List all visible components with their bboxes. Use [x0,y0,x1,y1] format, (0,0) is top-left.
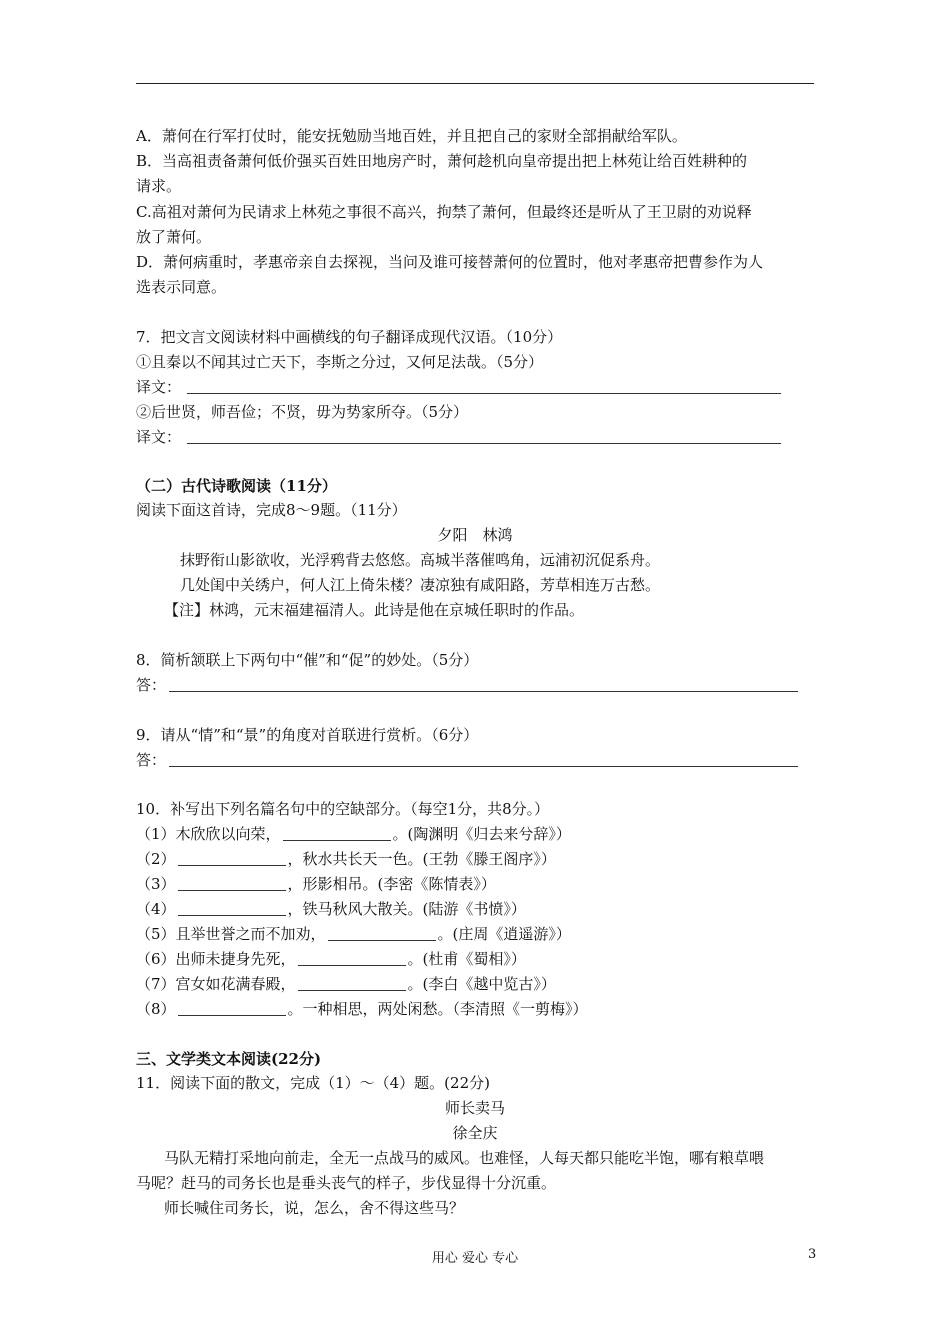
q11-text: 11．阅读下面的散文，完成（1）～（4）题。(22分) [136,1074,490,1092]
q7-answer2-line[interactable] [187,443,781,444]
option-d-line1: D．萧何病重时，孝惠帝亲自去探视，当问及谁可接替萧何的位置时，他对孝惠帝把曹参作为人 [136,253,764,271]
q10-item: （3） ，形影相吊。(李密《陈情表》） [136,875,496,893]
section2-intro: 阅读下面这首诗，完成8～9题。（11分） [136,501,407,519]
option-b-line1: B．当高祖责备萧何低价强买百姓田地房产时，萧何趁机向皇帝提出把上林苑让给百姓耕种的 [136,152,748,170]
q9-text: 9．请从“情”和“景”的角度对首联进行赏析。（6分） [136,726,479,744]
q7-answer1-line[interactable] [187,393,781,394]
fill-blank[interactable] [298,951,406,966]
option-a: A．萧何在行军打仗时，能安抚勉励当地百姓，并且把自己的家财全部捐献给军队。 [136,127,687,145]
section2-heading: （二）古代诗歌阅读（11分） [136,477,337,495]
essay-author: 徐全庆 [452,1124,498,1142]
fill-blank[interactable] [178,851,286,866]
q10-item: （2） ，秋水共长天一色。(王勃《滕王阁序》） [136,850,556,868]
header-rule [136,83,814,84]
fill-blank[interactable] [283,826,391,841]
section3-heading: 三、文学类文本阅读(22分) [136,1050,322,1068]
q7-sentence2: ②后世贤，师吾俭；不贤，毋为势家所夺。（5分） [136,403,469,421]
q10-item: （5）且举世誉之而不加劝， 。(庄周《逍遥游》） [136,925,571,943]
essay-para1-line2: 马呢？赶马的司务长也是垂头丧气的样子，步伐显得十分沉重。 [136,1174,557,1192]
option-c-line1: C.高祖对萧何为民请求上林苑之事很不高兴，拘禁了萧何，但最终还是听从了王卫尉的劝说释 [136,203,752,221]
q7-title: 7．把文言文阅读材料中画横线的句子翻译成现代汉语。（10分） [136,328,563,346]
q10-item: （1）木欣欣以向荣， 。(陶渊明《归去来兮辞》） [136,825,571,843]
q7-answer2-label: 译文： [136,428,182,446]
fill-blank[interactable] [178,876,286,891]
option-d-line2: 选表示同意。 [136,278,227,296]
fill-blank[interactable] [178,1001,286,1016]
q10-item: （8） 。一种相思，两处闲愁。（李清照《一剪梅》） [136,1000,588,1018]
page-number: 3 [808,1247,817,1262]
q9-answer-line[interactable] [169,766,798,767]
essay-para2: 师长喊住司务长，说，怎么，舍不得这些马？ [164,1199,465,1217]
fill-blank[interactable] [298,976,406,991]
essay-para1-line1: 马队无精打采地向前走，全无一点战马的威风。也难怪，人每天都只能吃半饱，哪有粮草喂 [164,1149,765,1167]
q7-answer1-label: 译文： [136,378,182,396]
fill-blank[interactable] [178,901,286,916]
footer-text: 用心 爱心 专心 [431,1251,519,1266]
q8-text: 8．简析颔联上下两句中“催”和“促”的妙处。（5分） [136,651,479,669]
essay-title: 师长卖马 [444,1099,505,1117]
q10-title: 10．补写出下列名篇名句中的空缺部分。（每空1分，共8分。） [136,800,550,818]
q8-answer-label: 答： [136,676,167,694]
fill-blank[interactable] [328,926,436,941]
option-b-line2: 请求。 [136,177,182,195]
option-c-line2: 放了萧何。 [136,228,212,246]
q10-item: （7）宫女如花满春殿， 。(李白《越中览古》） [136,975,556,993]
poem-title: 夕阳 林鸿 [437,526,513,544]
poem-line2: 几处闺中关绣户，何人江上倚朱楼？凄凉独有咸阳路，芳草相连万古愁。 [180,576,661,594]
q9-answer-label: 答： [136,751,167,769]
poem-line1: 抹野衔山影欲收，光浮鸦背去悠悠。高城半落催鸣角，远浦初沉促系舟。 [180,551,661,569]
q10-item: （6）出师未捷身先死， 。(杜甫《蜀相》） [136,950,526,968]
q10-item: （4） ，铁马秋风大散关。(陆游《书愤》） [136,900,526,918]
poem-note: 【注】林鸿，元末福建福清人。此诗是他在京城任职时的作品。 [164,601,585,619]
q7-sentence1: ①且秦以不闻其过亡天下，李斯之分过，又何足法哉。（5分） [136,353,544,371]
q8-answer-line[interactable] [169,691,798,692]
